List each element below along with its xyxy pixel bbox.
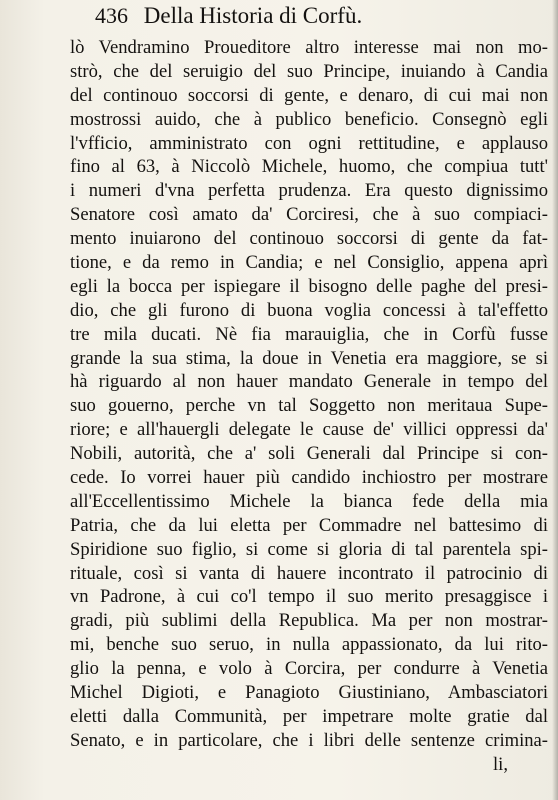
text-line: lò Vendramino Proueditore altro interesse mai non mo- — [70, 37, 548, 58]
text-line: eletti dalla Communità, per impetrare molte gratie dal — [70, 705, 548, 727]
text-line-last: li, — [493, 753, 508, 775]
text-body — [70, 36, 548, 777]
text-line: fino al 63, à Niccolò Michele, huomo, che compiua tutt' — [70, 156, 548, 178]
text-line: l'vfficio, amministrato con ogni rettitudine, e applauso — [70, 132, 548, 154]
text-line: mi, benche suo seruo, in nulla appassionato, da lui rito- — [70, 634, 548, 656]
text-line: strò, che del seruigio del suo Principe, inuiando à Candia — [70, 60, 548, 82]
text-line: vn Padrone, à cui co'l tempo il suo merito presaggisce i — [70, 586, 548, 608]
text-line: glio la penna, e volo à Corcira, per condurre à Venetia — [70, 658, 548, 680]
text-line: hà riguardo al non hauer mandato Generale in tempo del — [70, 371, 548, 393]
text-line: Spiridione suo figlio, si come si gloria di tal parentela spi- — [70, 538, 548, 560]
text-line: mostrossi auido, che à publico beneficio. Consegnò egli — [70, 108, 548, 130]
text-line: Michel Digioti, e Panagioto Giustiniano, Ambasciatori — [70, 682, 548, 704]
page-number: 436 — [95, 3, 128, 28]
text-line: Senato, e in particolare, che i libri delle sentenze crimina- — [70, 729, 548, 751]
text-line: Nobili, autorità, che a' soli Generali dal Principe si con- — [70, 443, 548, 465]
text-line: egli la bocca per ispiegare il bisogno delle paghe del presi- — [70, 275, 548, 297]
text-line: Senatore così amato da' Corciresi, che à suo compiaci- — [70, 204, 548, 226]
text-line: tione, e da remo in Candia; e nel Consiglio, appena aprì — [70, 252, 548, 274]
text-line: Patria, che da lui eletta per Commadre nel battesimo di — [70, 514, 548, 536]
text-line: all'Eccellentissimo Michele la bianca fede della mia — [70, 490, 548, 512]
page-header — [95, 2, 362, 30]
text-line: grande la sua stima, la doue in Venetia era maggiore, se si — [70, 347, 548, 369]
page-edge-shadow — [552, 0, 558, 800]
text-line: riore; e all'hauergli delegate le cause de' villici oppressi da' — [70, 419, 548, 441]
text-line: suo gouerno, perche vn tal Soggetto non meritaua Supe- — [70, 395, 548, 417]
running-title: Della Historia di Corfù. — [143, 3, 363, 28]
text-line: cede. Io vorrei hauer più candido inchiostro per mostrare — [70, 467, 548, 489]
text-line: mento inuiarono del continouo soccorsi di gente da fat- — [70, 228, 548, 250]
text-line: tre mila ducati. Nè fia marauiglia, che in Corfù fusse — [70, 323, 548, 345]
text-line: dio, che gli furono di buona voglia concessi à tal'effetto — [70, 299, 548, 321]
text-line: rituale, così si vanta di hauere incontrato il patrocinio di — [70, 562, 548, 584]
text-line: i numeri d'vna perfetta prudenza. Era questo dignissimo — [70, 180, 548, 202]
text-line: gradi, più sublimi della Republica. Ma per non mostrar- — [70, 610, 548, 632]
text-line: del continouo soccorsi di gente, e denaro, di cui mai non — [70, 84, 548, 106]
